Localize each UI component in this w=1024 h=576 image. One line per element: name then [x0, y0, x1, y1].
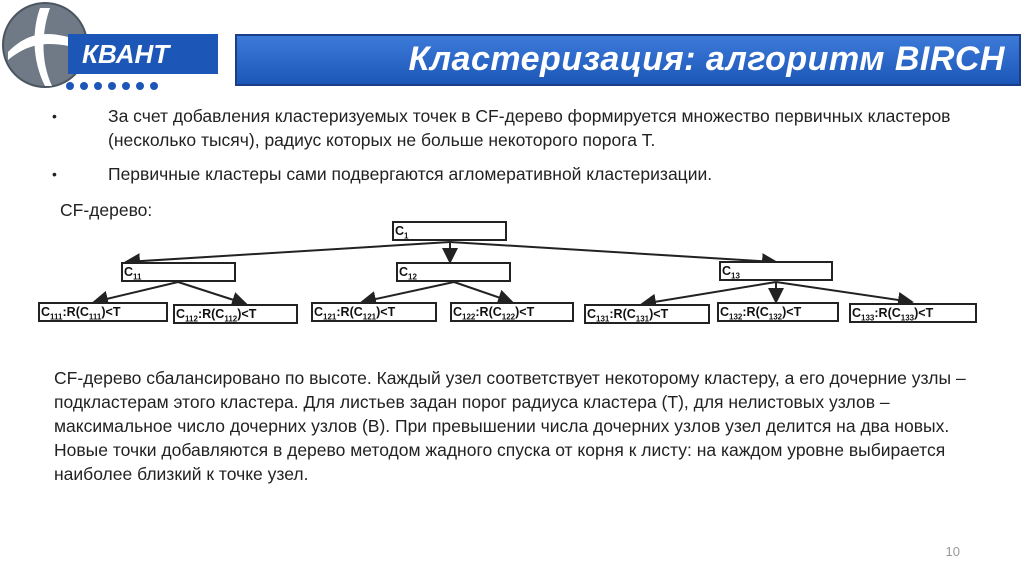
bullet-text: За счет добавления кластеризуемых точек в CF-дерево формируется множество первичных кластеров (несколько тысяч), радиус которых не больше некоторого порога T. [108, 106, 951, 150]
description-paragraph: CF-дерево сбалансировано по высоте. Каждый узел соответствует некоторому кластеру, а его дочерние узлы – подкластерам этого кластера. Для листьев задан порог радиуса кластера (T), для нелистовых узлов – максимальное число дочерних узлов (B). При превышении числа дочерних узлов узел делится на два новых. Новые точки добавляются в дерево методом жадного спуска от корня к листу: на каждом уровне выбирается наиболее близкий к точке узел. [54, 368, 966, 484]
edge-c11-c112 [178, 282, 246, 304]
page-title: Кластеризация: алгоритм BIRCH [408, 40, 1005, 78]
tree-node-c11: $C_{11}$ [121, 262, 236, 282]
edge-c11-c111 [94, 282, 178, 302]
tree-leaf-c121: $C_{121}:R(C_{121})<T$ [311, 302, 437, 322]
bullet-marker: • [52, 166, 57, 182]
edge-c12-c122 [454, 282, 512, 302]
bullet-item [52, 162, 982, 186]
tree-leaf-c132: $C_{132}:R(C_{132})<T$ [717, 302, 839, 322]
logo-text: КВАНТ [82, 39, 170, 69]
tree-leaf-c122: $C_{122}:R(C_{122})<T$ [450, 302, 574, 322]
edge-c13-c133 [776, 282, 912, 302]
tree-leaf-c111: $C_{111}:R(C_{111})<T$ [38, 302, 168, 322]
tree-label: CF-дерево: [60, 200, 153, 220]
title-bar [235, 34, 1021, 86]
edge-c13-c131 [642, 282, 776, 304]
edge-root-c11 [126, 242, 450, 262]
bullet-marker: • [52, 108, 57, 124]
tree-node-c1: $C_1$ [392, 221, 507, 241]
tree-node-c12: $C_{12}$ [396, 262, 511, 282]
bullet-list [52, 104, 982, 196]
page-number: 10 [945, 544, 960, 559]
tree-leaf-c131: $C_{131}:R(C_{131})<T$ [584, 304, 710, 324]
tree-node-c13: $C_{13}$ [719, 261, 833, 281]
tree-leaf-c112: $C_{112}:R(C_{112})<T$ [173, 304, 298, 324]
edge-c12-c121 [362, 282, 454, 302]
bullet-text: Первичные кластеры сами подвергаются агломеративной кластеризации. [108, 164, 713, 184]
kvant-logo [0, 0, 220, 100]
edge-root-c13 [450, 242, 776, 262]
bullet-item [52, 104, 982, 152]
tree-leaf-c133: $C_{133}:R(C_{133})<T$ [849, 303, 977, 323]
